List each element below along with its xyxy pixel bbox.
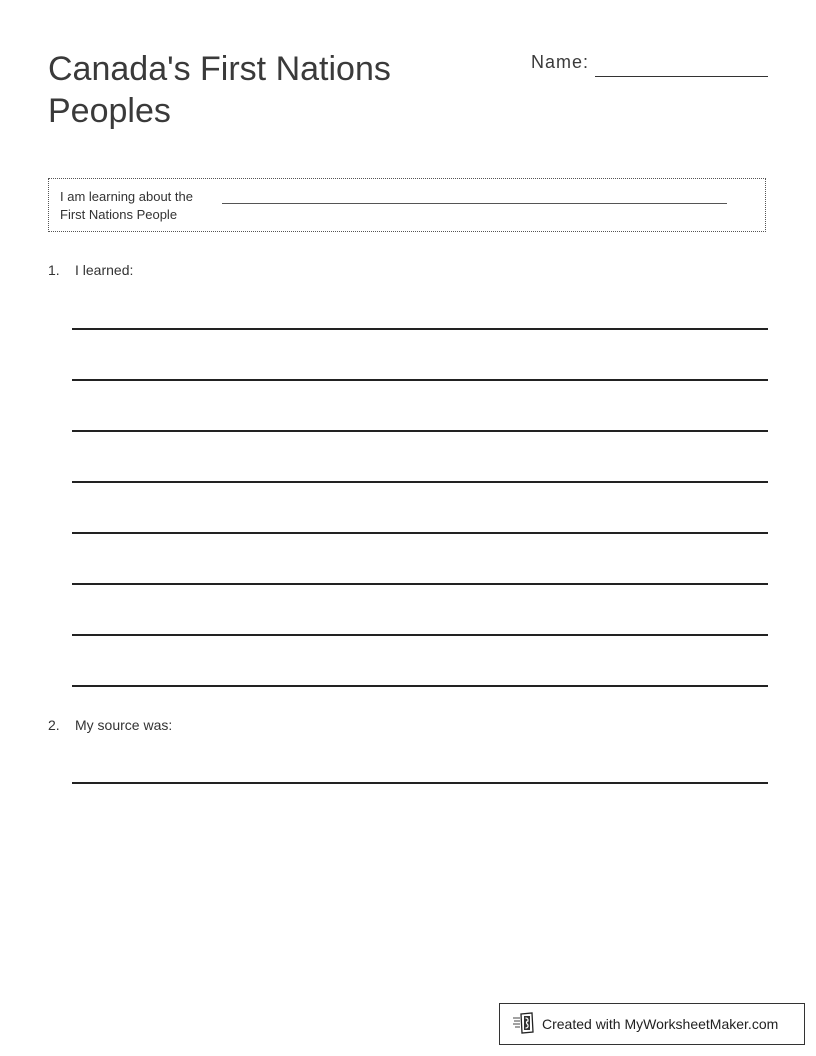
question-2 (48, 717, 172, 733)
intro-text-1: I am learning about the (60, 189, 193, 204)
answer-line[interactable] (72, 685, 768, 687)
name-blank-line[interactable] (595, 76, 768, 77)
worksheet-maker-logo-icon (512, 1012, 542, 1037)
intro-text-2: First Nations People (60, 207, 178, 222)
footer-credit[interactable] (499, 1003, 805, 1045)
answer-line[interactable] (72, 379, 768, 381)
page-title: Canada's First Nations Peoples (48, 50, 391, 130)
answer-line[interactable] (72, 634, 768, 636)
question-text: My source was: (75, 717, 173, 733)
question-number: 2. (48, 717, 60, 733)
footer-text[interactable]: Created with MyWorksheetMaker.com (542, 1016, 779, 1032)
intro-blank-line[interactable] (222, 203, 727, 204)
intro-box (48, 178, 766, 232)
intro-line-1 (60, 188, 754, 206)
question-1 (48, 262, 133, 278)
answer-line[interactable] (72, 328, 768, 330)
question-number: 1. (48, 262, 60, 278)
answer-line[interactable] (72, 430, 768, 432)
answer-line[interactable] (72, 782, 768, 784)
name-label: Name: (531, 52, 590, 72)
name-field[interactable] (531, 52, 768, 78)
answer-line[interactable] (72, 583, 768, 585)
answer-line[interactable] (72, 532, 768, 534)
answer-line[interactable] (72, 481, 768, 483)
question-text: I learned: (75, 262, 134, 278)
